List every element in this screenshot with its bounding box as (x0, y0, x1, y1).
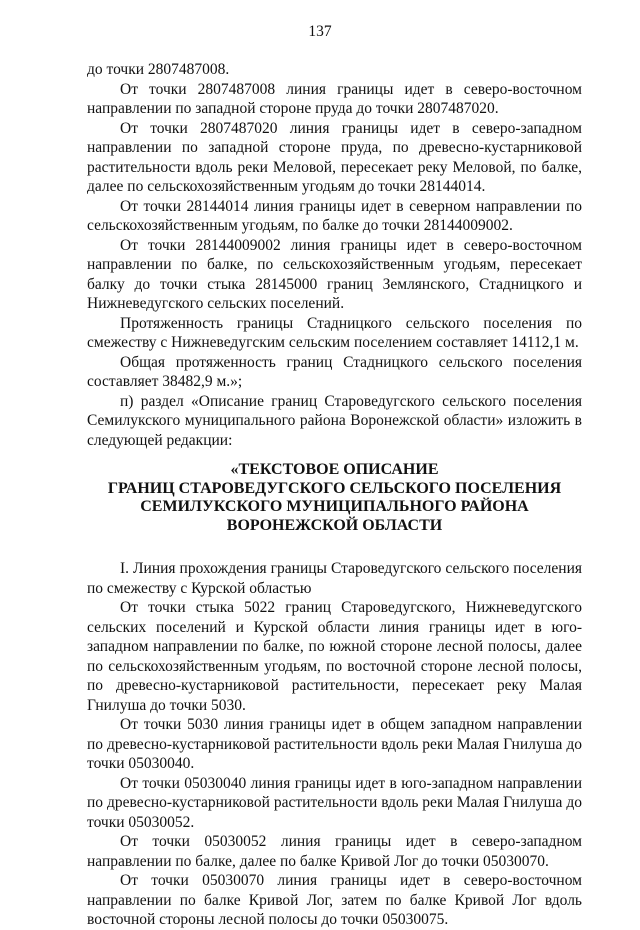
paragraph: I. Линия прохождения границы Староведугского сельского поселения по смежеству с Курской областью (87, 560, 582, 597)
page-number: 137 (308, 23, 332, 40)
heading-line: ВОРОНЕЖСКОЙ ОБЛАСТИ (226, 516, 443, 534)
paragraph: От точки 05030040 линия границы идет в юго-западном направлении по древесно-кустарниковой растительности вдоль реки Малая Гнилуша до точки 05030052. (87, 774, 582, 831)
paragraph: Протяженность границы Стадницкого сельского поселения по смежеству с Нижневедугским сельским поселением составляет 14112,1 м. (87, 314, 582, 351)
section-heading (87, 461, 582, 535)
paragraph: От точки 05030070 линия границы идет в северо-восточном направлении по балке Кривой Лог, затем по балке Кривой Лог вдоль восточной стороны лесной полосы до точки 05030075. (87, 872, 582, 928)
document-body (87, 60, 582, 930)
paragraph: п) раздел «Описание границ Староведугского сельского поселения Семилукского муниципального района Воронежской области» изложить в следующей редакции: (87, 392, 582, 449)
paragraph: От точки 2807487020 линия границы идет в северо-западном направлении по западной стороне пруда, по древесно-кустарниковой растительности вдоль реки Меловой, пересекает реку Меловой, по балке, далее по сельскохозяйственным угодьям до точки 28144014. (87, 119, 582, 195)
paragraph: до точки 2807487008. (87, 61, 230, 78)
paragraph: Общая протяженность границ Стадницкого сельского поселения составляет 38482,9 м.»; (87, 353, 582, 390)
paragraph: От точки 5030 линия границы идет в общем западном направлении по древесно-кустарниковой растительности вдоль реки Малая Гнилуша до точки 05030040. (87, 716, 582, 772)
heading-line: «ТЕКСТОВОЕ ОПИСАНИЕ (230, 461, 439, 478)
paragraph: От точки 05030052 линия границы идет в северо-западном направлении по балке, далее по балке Кривой Лог до точки 05030070. (87, 833, 582, 870)
heading-line: ГРАНИЦ СТАРОВЕДУГСКОГО СЕЛЬСКОГО ПОСЕЛЕНИЯ (107, 479, 562, 497)
paragraph: От точки стыка 5022 границ Староведугского, Нижневедугского сельских поселений и Курской области линия границы идет в юго-западном направлении по балке, по южной стороне лесной полосы, далее по сельскохозяйственным угодьям, по восточной стороне лесной полосы, по древесно-кустарниковой растительности, пересекает реку Малая Гнилуша до точки 5030. (87, 599, 582, 714)
paragraph: От точки 28144014 линия границы идет в северном направлении по сельскохозяйственным угодьям, по балке до точки 28144009002. (87, 197, 582, 234)
heading-line: СЕМИЛУКСКОГО МУНИЦИПАЛЬНОГО РАЙОНА (140, 498, 529, 515)
paragraph: От точки 2807487008 линия границы идет в северо-восточном направлении по западной стороне пруда до точки 2807487020. (87, 80, 582, 117)
paragraph: От точки 28144009002 линия границы идет в северо-восточном направлении по балке, по сельскохозяйственным угодьям, пересекает балку до точки стыка 28145000 границ Землянского, Стадницкого и Нижневедугского сельских поселений. (87, 236, 582, 312)
